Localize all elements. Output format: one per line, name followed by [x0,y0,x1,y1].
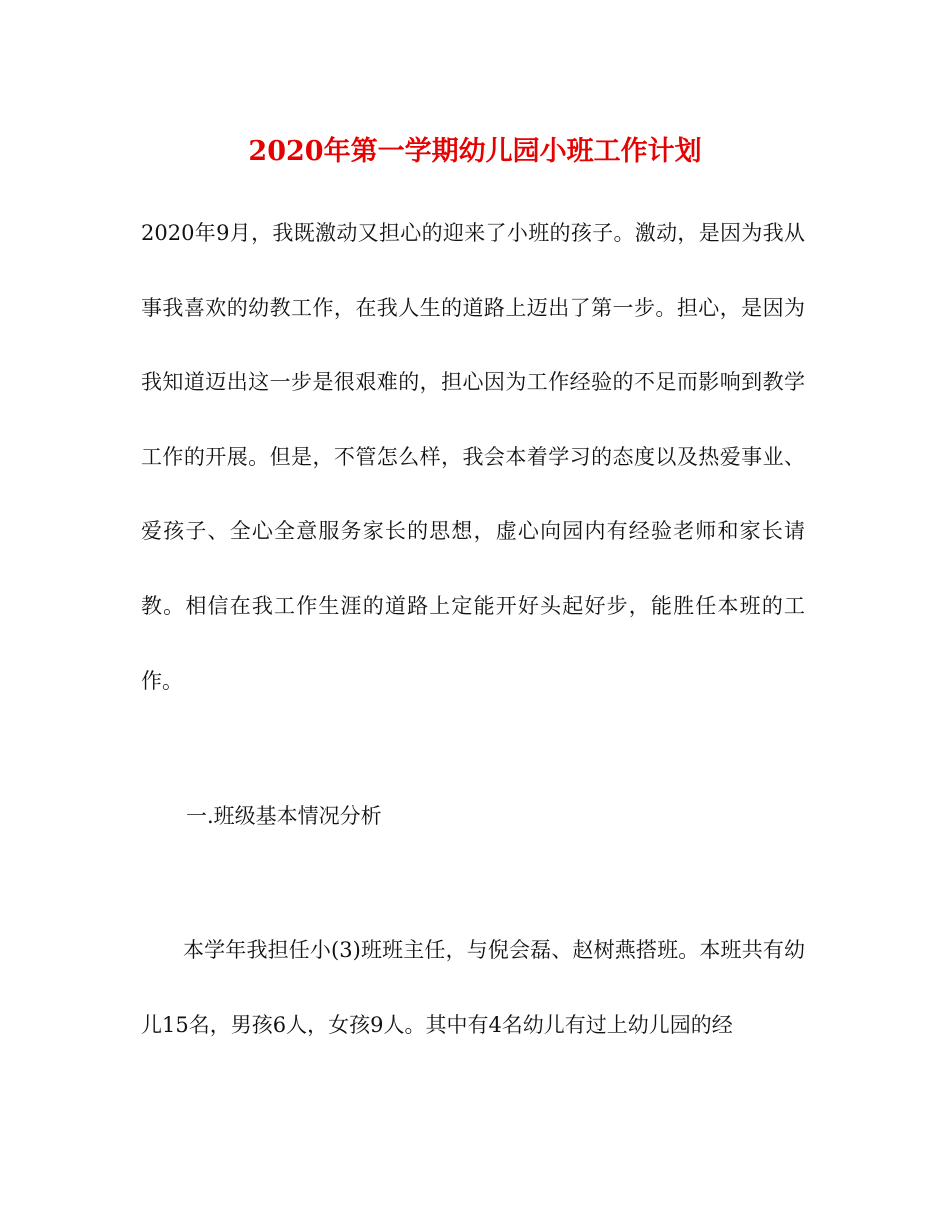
class-info-paragraph: 本学年我担任小(3)班班主任，与倪会磊、赵树燕搭班。本班共有幼儿15名，男孩6人，女孩9人。其中有4名幼儿有过上幼儿园的经 [141,938,805,1037]
intro-paragraph: 2020年9月，我既激动又担心的迎来了小班的孩子。激动，是因为我从事我喜欢的幼教工作，在我人生的道路上迈出了第一步。担心，是因为我知道迈出这一步是很艰难的，担心因为工作经验的不足而影响到教学工作的开展。但是，不管怎么样，我会本着学习的态度以及热爱事业、爱孩子、全心全意服务家长的思想，虚心向园内有经验老师和家长请教。相信在我工作生涯的道路上定能开好头起好步，能胜任本班的工作。 [141,221,805,693]
document-title: 2020年第一学期幼儿园小班工作计划 [248,136,702,167]
section-heading: 一.班级基本情况分析 [186,804,382,828]
